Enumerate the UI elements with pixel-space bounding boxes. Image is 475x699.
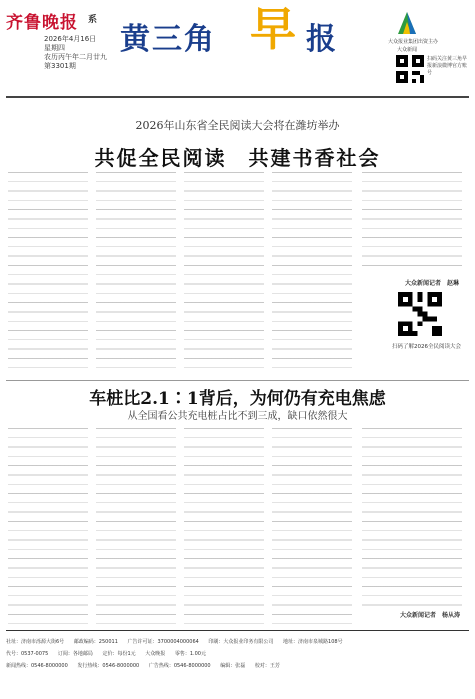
partner-logo-icon bbox=[394, 10, 420, 36]
story2-byline: 大众新闻记者 杨从涛 bbox=[400, 612, 461, 619]
edition-title-morning: 早 bbox=[250, 2, 296, 56]
footer-row-3 bbox=[6, 662, 469, 669]
footer-item: 大众晚报 bbox=[145, 651, 166, 657]
issue-weekday: 星期四 bbox=[44, 44, 65, 52]
story2-column-3 bbox=[184, 428, 264, 630]
story1-qr-caption: 扫码了解2026全民阅读大会 bbox=[392, 344, 461, 350]
story2-column-2 bbox=[96, 428, 176, 630]
footer-item: 地址：济南市泉城路108号 bbox=[283, 639, 343, 645]
brand-suffix: 系 bbox=[88, 15, 98, 25]
footer-item: 社址：济南市泺源大街6号 bbox=[6, 639, 65, 645]
edition-title bbox=[120, 2, 336, 62]
story1-column-5 bbox=[362, 172, 462, 272]
footer-imprint bbox=[6, 634, 469, 694]
story1-kicker: 2026年山东省全民阅读大会将在潍坊举办 bbox=[135, 119, 340, 132]
story2-kicker: 从全国看公共充电桩占比不到三成，缺口依然很大 bbox=[127, 411, 348, 422]
story1-column-4 bbox=[272, 172, 352, 374]
edition-title-part3: 报 bbox=[306, 22, 336, 57]
footer-item: 邮政编码：250011 bbox=[73, 639, 118, 645]
footer-row-2 bbox=[6, 650, 469, 657]
section-divider bbox=[6, 380, 469, 381]
footer-item: 发行热线：0546-8000000 bbox=[77, 663, 140, 669]
footer-item: 广告热线：0546-8000000 bbox=[148, 663, 211, 669]
story2-column-1 bbox=[8, 428, 88, 630]
story1-byline: 大众新闻记者 赵琳 bbox=[405, 280, 460, 287]
footer-item: 广告许可证：3700004000064 bbox=[127, 639, 199, 645]
footer-item: 新闻热线：0546-8000000 bbox=[6, 663, 68, 669]
footer-divider bbox=[6, 630, 469, 631]
story1-column-2 bbox=[96, 172, 176, 374]
edition-title-part1: 黄三角 bbox=[120, 22, 216, 57]
footer-item: 零售：1.00元 bbox=[174, 651, 206, 657]
qr-code-icon[interactable] bbox=[396, 55, 424, 83]
masthead-divider bbox=[6, 96, 469, 98]
issue-lunar-date: 农历丙午年二月廿九 bbox=[44, 53, 107, 61]
qr-caption: 扫码关注黄三角早报新浪微博官方账号 bbox=[427, 56, 468, 76]
footer-item: 代号：0537-0075 bbox=[6, 651, 49, 657]
story1-column-3 bbox=[184, 172, 264, 374]
footer-row-1 bbox=[6, 638, 469, 645]
partner-site: 大众新闻 bbox=[397, 47, 418, 53]
issue-number: 第3301期 bbox=[44, 62, 76, 70]
issue-date: 2026年4月16日 bbox=[44, 35, 97, 43]
story1-headline[interactable]: 共促全民阅读 共建书香社会 bbox=[94, 146, 381, 170]
story2-column-4 bbox=[272, 428, 352, 630]
partner-name: 大众报业集团出资主办 bbox=[388, 39, 439, 45]
story2-headline[interactable]: 车桩比2.1∶1背后，为何仍有充电焦虑 bbox=[89, 389, 386, 409]
footer-item: 印刷：大众报业印务有限公司 bbox=[208, 639, 274, 645]
story2-column-5 bbox=[362, 428, 462, 606]
story1-qr-code-icon[interactable] bbox=[398, 292, 442, 336]
footer-item: 校对：王芳 bbox=[254, 663, 280, 669]
footer-item: 定价：每份1元 bbox=[102, 651, 136, 657]
story1-column-1 bbox=[8, 172, 88, 374]
footer-item: 订阅：各地邮局 bbox=[57, 651, 93, 657]
footer-item: 编辑：张磊 bbox=[220, 663, 246, 669]
newspaper-brand-logo: 齐鲁晚报 bbox=[6, 13, 78, 33]
